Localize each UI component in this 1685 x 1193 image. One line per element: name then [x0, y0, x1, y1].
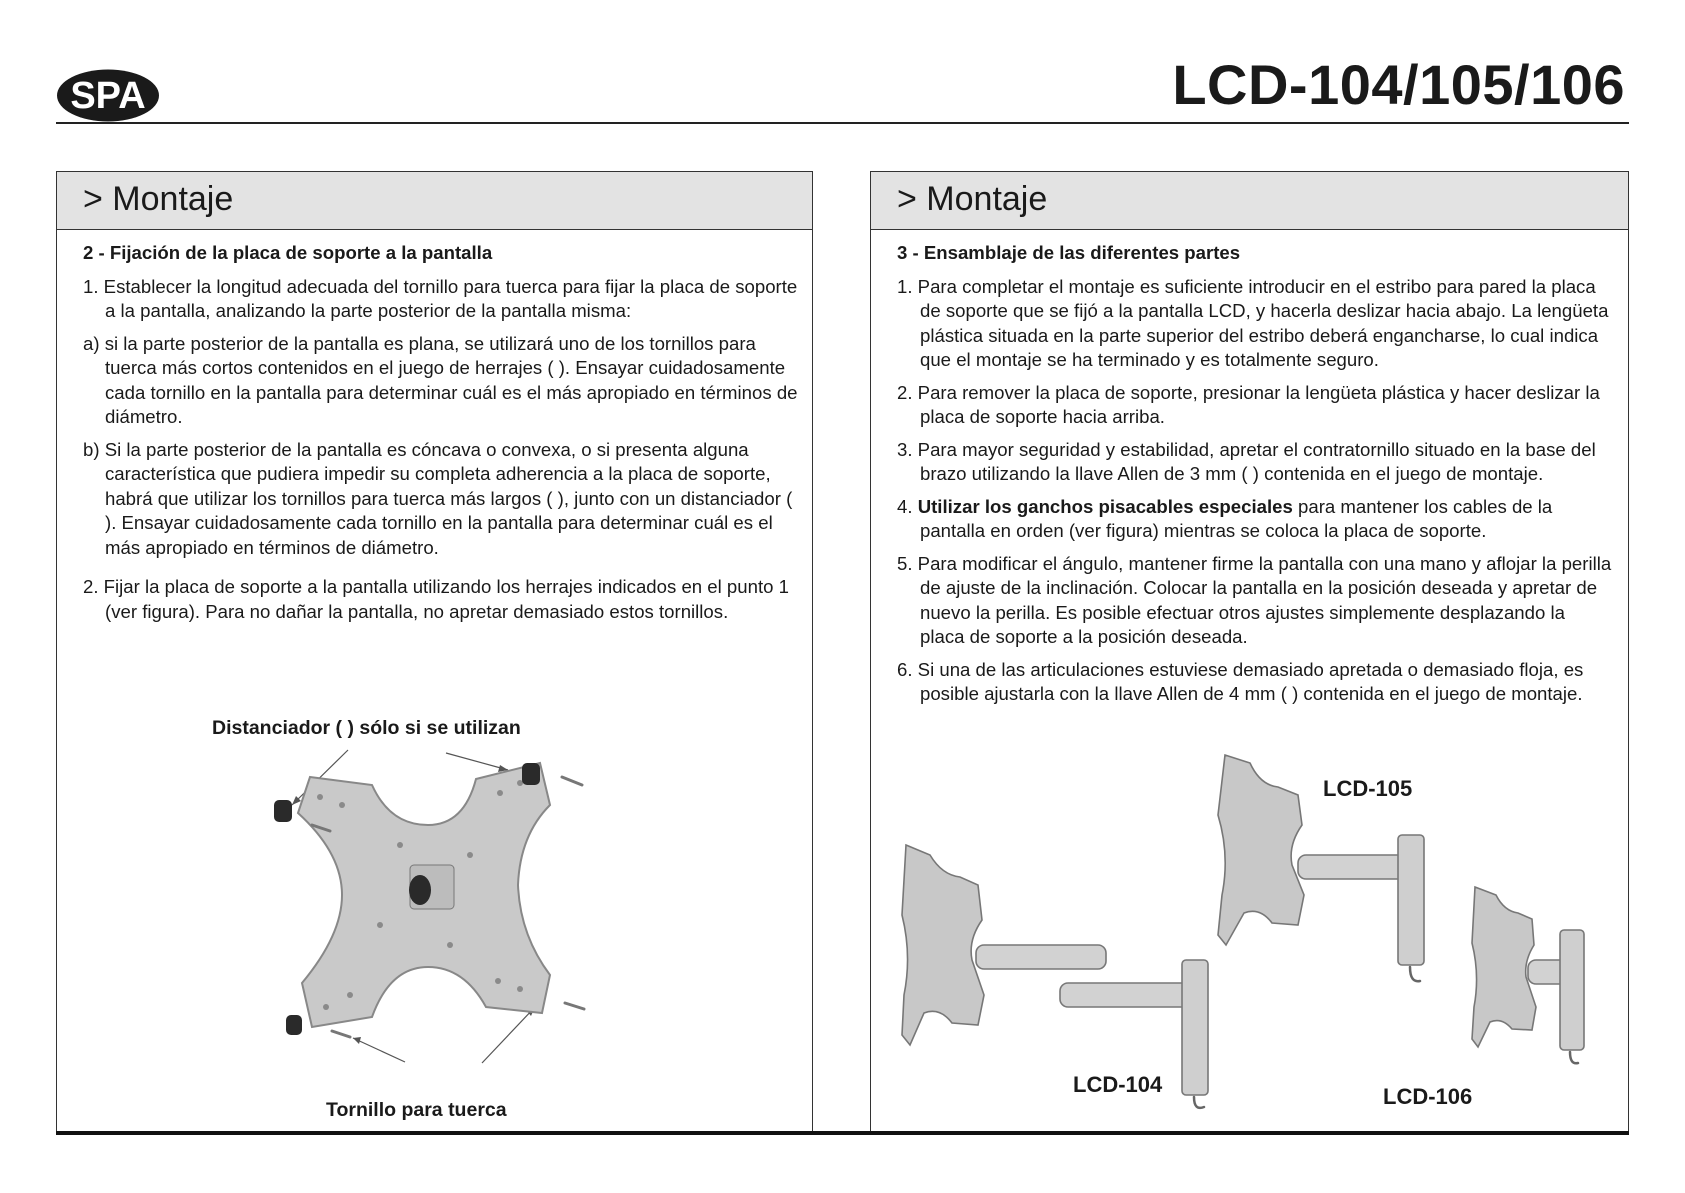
header-divider — [56, 122, 1629, 124]
mounting-plate-illustration — [250, 745, 590, 1080]
instruction-paragraph: 3. Para mayor seguridad y estabilidad, apretar el contratornillo situado en la base del brazo utilizando la llave Allen de 3 mm ( ) contenida en el juego de montaje. — [897, 438, 1596, 484]
lcd104-arm — [976, 945, 1106, 969]
right-panel-subtitle: 3 - Ensamblaje de las diferentes partes — [897, 242, 1241, 263]
instruction-paragraph: 2. Para remover la placa de soporte, presionar la lengüeta plástica y hacer deslizar la placa de soporte hacia arriba. — [897, 381, 1600, 427]
left-panel-subtitle: 2 - Fijación de la placa de soporte a la pantalla — [83, 242, 493, 263]
lcd105-plate — [1218, 755, 1304, 945]
model-label-lcd105: LCD-105 — [1323, 776, 1413, 801]
spacer — [522, 763, 540, 785]
lcd106-wall-bracket — [1560, 930, 1584, 1050]
logo-text: SPA — [70, 75, 146, 117]
lcd106-plate — [1472, 887, 1536, 1047]
model-label-lcd104: LCD-104 — [1073, 1072, 1163, 1097]
instruction-paragraph: 2. Fijar la placa de soporte a la pantalla utilizando los herrajes indicados en el punto 1 (ver figura). Para no dañar la pantalla, no apretar demasiado estos tornillos. — [83, 576, 789, 622]
spacer — [274, 800, 292, 822]
instruction-paragraph: 6. Si una de las articulaciones estuviese demasiado apretada o demasiado floja, es posible ajustarla con la llave Allen de 4 mm ( ) contenida en el juego de montaje. — [897, 658, 1584, 704]
instruction-paragraph: 5. Para modificar el ángulo, mantener firme la pantalla con una mano y aflojar la perilla de ajuste de la inclinación. Colocar la pantalla en la posición deseada y apretar de nuevo la perilla. Es posible efectuar otros ajustes simplemente desplazando la placa de soporte a la posición deseada. — [897, 552, 1612, 647]
instruction-paragraph: a) si la parte posterior de la pantalla es plana, se utilizará uno de los tornillos para tuerca más cortos contenidos en el juego de herrajes ( ). Ensayar cuidadosamente cada tornillo en la pantalla para determinar cuál es el más apropiado en términos de diámetro. — [83, 332, 798, 427]
cable-hook — [1570, 1052, 1578, 1063]
lcd104-plate — [902, 845, 984, 1045]
cable-hook — [1194, 1097, 1204, 1108]
instruction-paragraph: b) Si la parte posterior de la pantalla es cóncava o convexa, o si presenta alguna característica que pudiera impedir su completa adherencia a la placa de soporte, habrá que utilizar los tornillos para tuerca más largos ( ), junto con un distanciador ( ). Ensayar cuidadosamente cada tornillo en la pantalla para determinar cuál es el más apropiado en términos de diámetro. — [83, 438, 793, 558]
left-panel-title: > Montaje — [57, 172, 812, 230]
lcd104-wall-bracket — [1182, 960, 1208, 1095]
model-title: LCD-104/105/106 — [1172, 53, 1625, 116]
spacer-label: Distanciador ( ) sólo si se utilizan — [212, 717, 521, 739]
cable-hook — [1410, 967, 1420, 981]
wall-mount-arms-illustration — [900, 745, 1610, 1125]
instruction-paragraph: 1. Para completar el montaje es suficiente introducir en el estribo para pared la placa de soporte que se fijó a la pantalla LCD, y hacerla deslizar hacia abajo. La lengüeta plástica situada en la parte superior del estribo deberá engancharse, lo cual indica que el montaje se ha terminado y es totalmente seguro. — [897, 275, 1609, 370]
instruction-paragraph: 1. Establecer la longitud adecuada del tornillo para tuerca para fijar la placa de soporte a la pantalla, analizando la parte posterior de la pantalla misma: — [83, 275, 798, 321]
model-label-lcd106: LCD-106 — [1383, 1084, 1473, 1109]
screw-label: Tornillo para tuerca — [326, 1099, 507, 1121]
item-text: para mantener los cables de la pantalla en orden (ver figura) mientras se coloca la placa de soporte. — [920, 495, 1553, 541]
cable-hooks-emphasis: Utilizar los ganchos pisacables especiales — [917, 495, 1293, 517]
lcd105-arm — [1298, 855, 1408, 879]
spacer — [286, 1015, 302, 1035]
item-number: 4. — [897, 495, 918, 517]
footer-divider — [56, 1131, 1629, 1135]
right-panel-title: > Montaje — [871, 172, 1628, 230]
instruction-paragraph — [897, 495, 1614, 544]
spa-logo — [56, 68, 160, 123]
lcd104-arm — [1060, 983, 1190, 1007]
lcd105-wall-bracket — [1398, 835, 1424, 965]
